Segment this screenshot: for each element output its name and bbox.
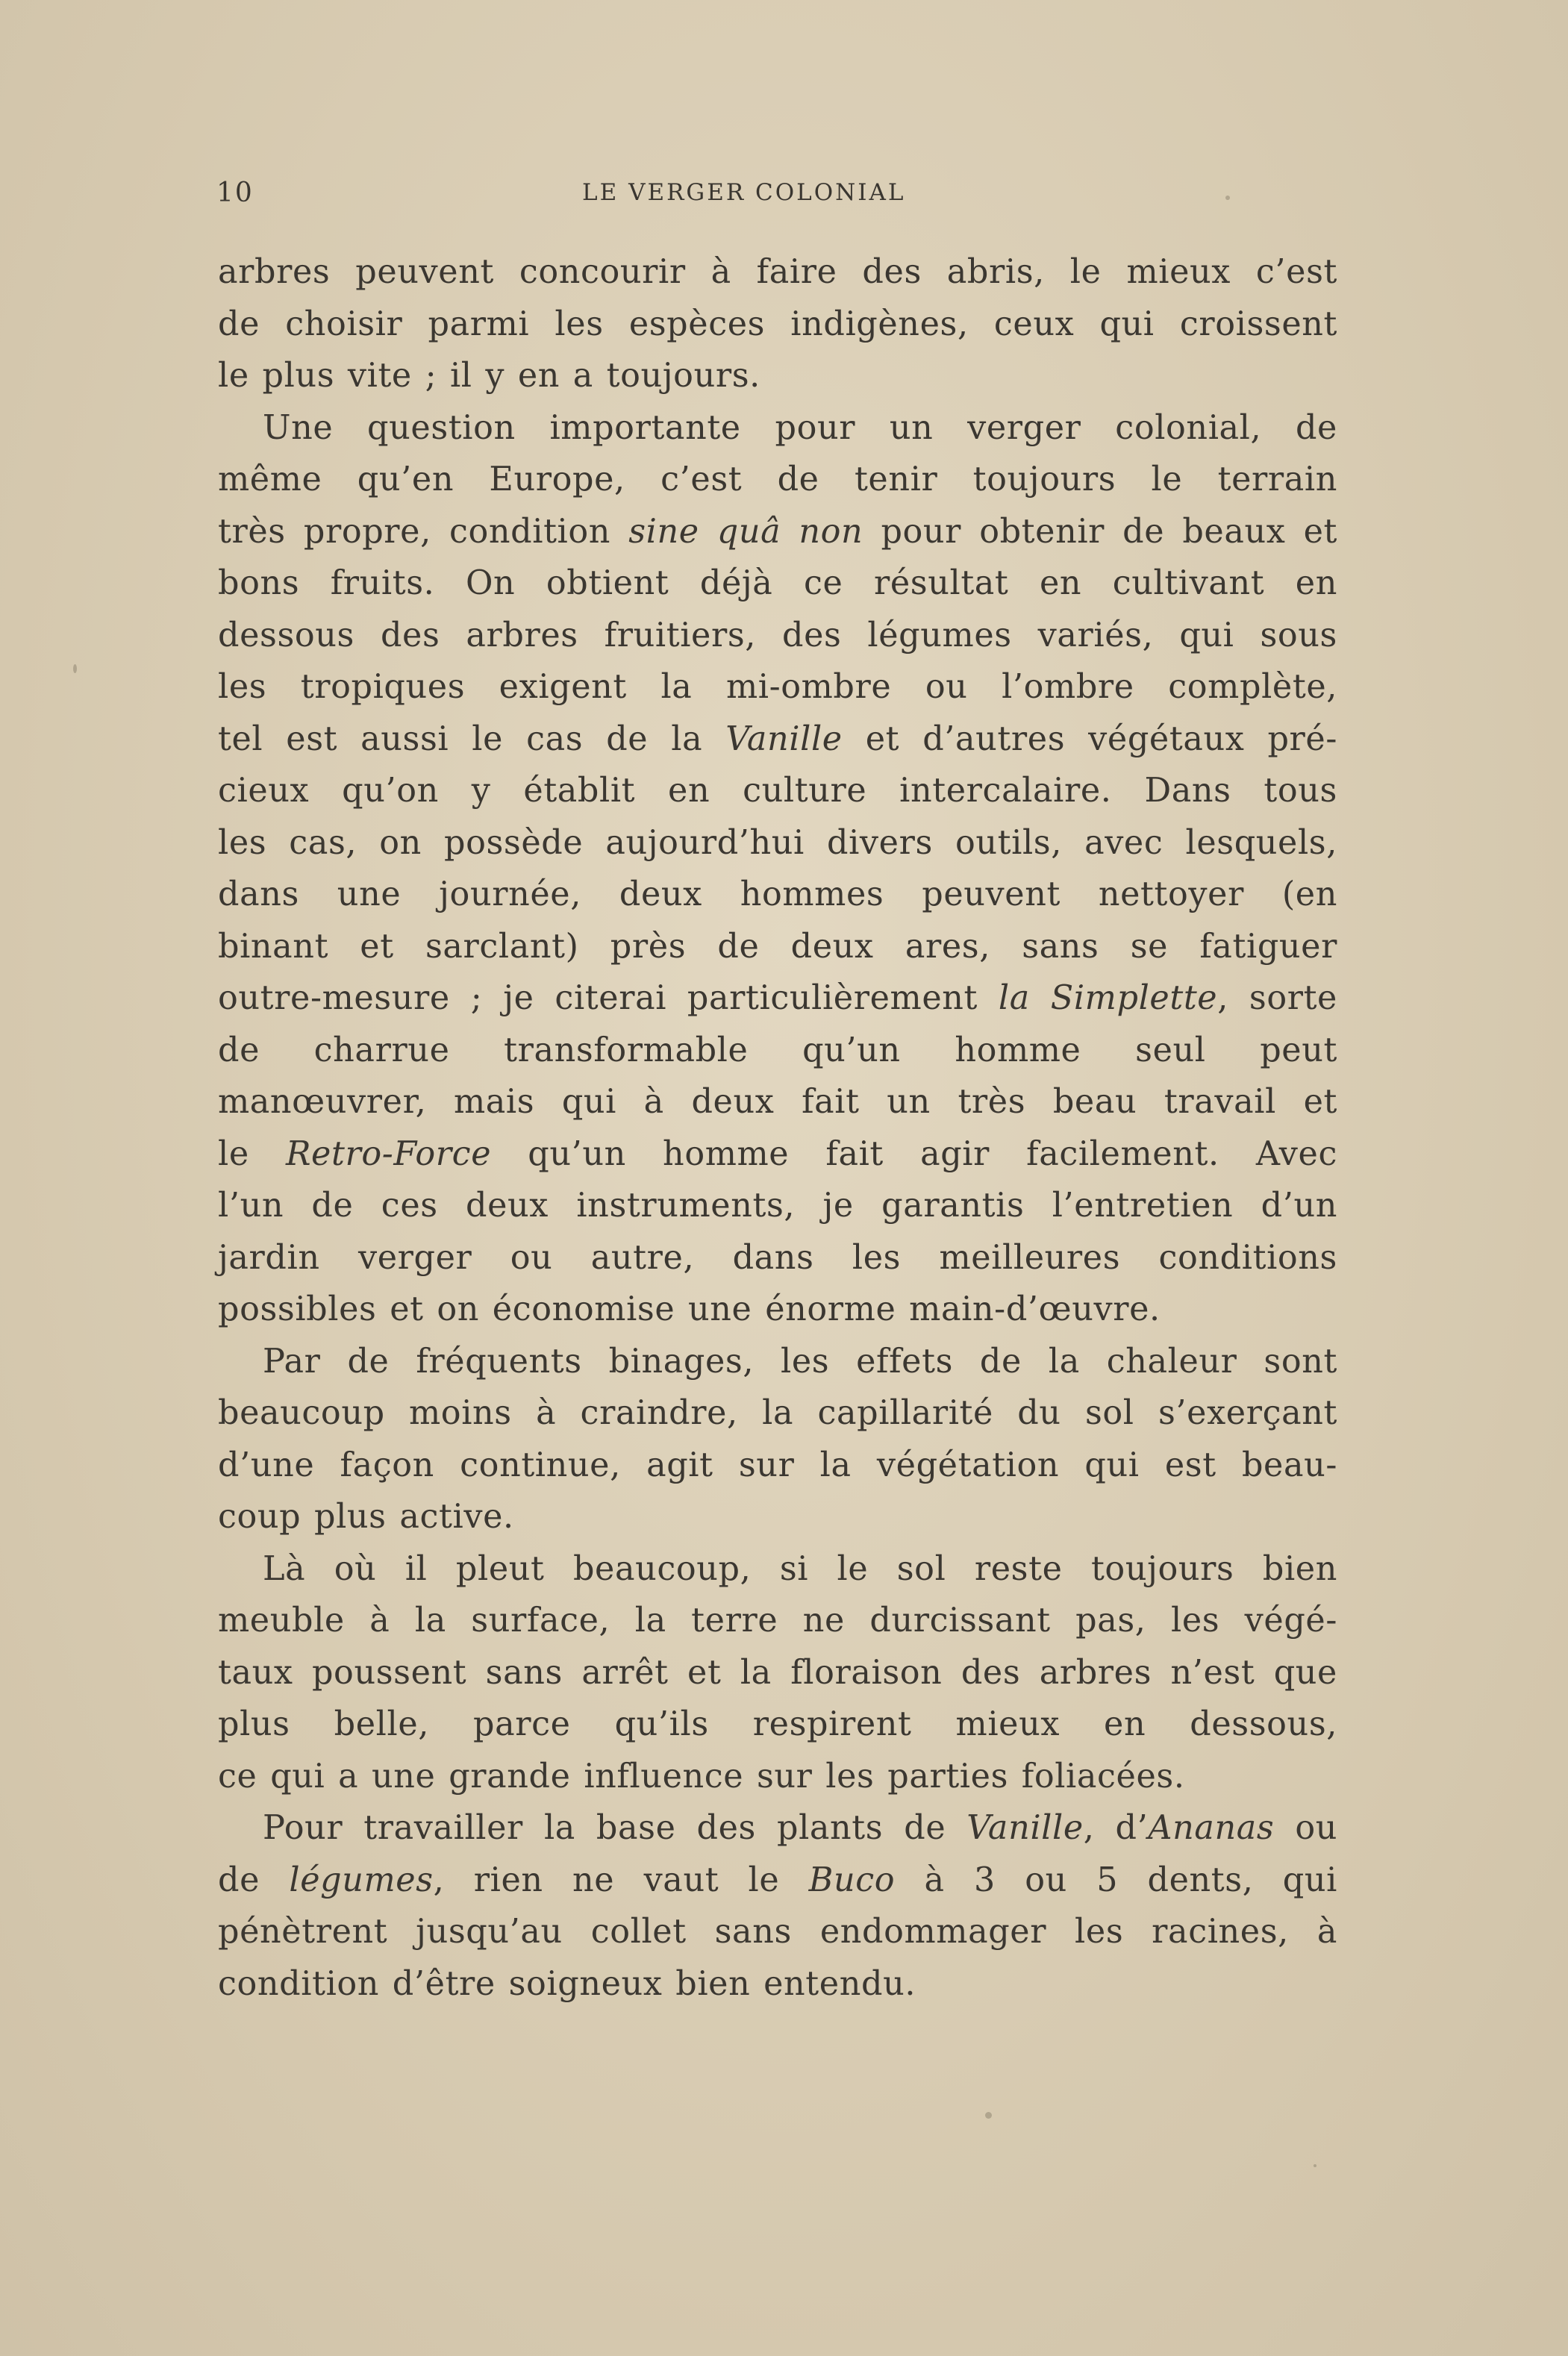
text-segment: très propre, condition xyxy=(218,512,629,551)
text-line: coup plus active. xyxy=(218,1498,514,1536)
text-line: manœuvrer, mais qui à deux fait un très beau travail et xyxy=(218,1083,1337,1121)
italic-term: Vanille xyxy=(725,719,843,758)
text-line: dans une journée, deux hommes peuvent nettoyer (en xyxy=(218,875,1337,913)
text-line: bons fruits. On obtient déjà ce résultat en cultivant en xyxy=(218,564,1337,602)
text-line: meuble à la surface, la terre ne durcissant pas, les végé- xyxy=(218,1602,1337,1640)
text-segment: , d’ xyxy=(1083,1809,1149,1847)
text-segment: outre-mesure ; je citerai particulièrement xyxy=(218,979,999,1017)
text-line: de choisir parmi les espèces indigènes, ceux qui croissent xyxy=(218,304,1337,343)
text-segment: pour obtenir de beaux et xyxy=(863,512,1337,551)
text-segment: de xyxy=(218,1860,290,1899)
text-line xyxy=(218,713,1337,766)
text-line: d’une façon continue, agit sur la végétation qui est beau- xyxy=(218,1446,1337,1484)
text-segment: tel est aussi le cas de la xyxy=(218,719,726,758)
text-segment: qu’un homme fait agir facilement. Avec xyxy=(491,1134,1338,1173)
text-line: même qu’en Europe, c’est de tenir toujours le terrain xyxy=(218,460,1337,499)
text-line xyxy=(218,1802,1337,1855)
text-line xyxy=(218,972,1337,1025)
text-segment: à 3 ou 5 dents, qui xyxy=(895,1860,1337,1899)
paper-speck xyxy=(985,2112,992,2119)
paper-speck xyxy=(73,664,77,673)
italic-term: Vanille xyxy=(966,1809,1084,1847)
text-line: arbres peuvent concourir à faire des abris, le mieux c’est xyxy=(218,253,1337,291)
italic-term: légumes xyxy=(289,1860,434,1899)
text-line: jardin verger ou autre, dans les meilleures conditions xyxy=(218,1238,1337,1277)
running-head xyxy=(216,178,1336,215)
text-line: les cas, on possède aujourd’hui divers outils, avec lesquels, xyxy=(218,823,1337,862)
italic-term: Retro-Force xyxy=(285,1134,492,1173)
text-line: beaucoup moins à craindre, la capillarité du sol s’exerçant xyxy=(218,1394,1337,1432)
text-line: de charrue transformable qu’un homme seul peut xyxy=(218,1031,1337,1069)
text-line: taux poussent sans arrêt et la floraison des arbres n’est que xyxy=(218,1653,1337,1692)
text-line: Une question importante pour un verger colonial, de xyxy=(263,408,1337,447)
text-line: Par de fréquents binages, les effets de la chaleur sont xyxy=(263,1342,1337,1381)
italic-term: Buco xyxy=(808,1860,896,1899)
text-segment: ou xyxy=(1274,1809,1337,1847)
text-line: Là où il pleut beaucoup, si le sol reste toujours bien xyxy=(263,1549,1337,1588)
text-segment: , sorte xyxy=(1217,979,1337,1017)
text-line xyxy=(218,1855,1337,1907)
text-line: les tropiques exigent la mi-ombre ou l’ombre complète, xyxy=(218,668,1337,706)
text-line xyxy=(218,506,1337,558)
italic-term: Ananas xyxy=(1148,1809,1275,1847)
paper-speck xyxy=(1314,2164,1316,2167)
text-line: possibles et on économise une énorme main-d’œuvre. xyxy=(218,1290,1161,1328)
text-segment: le xyxy=(218,1134,286,1173)
text-line: dessous des arbres fruitiers, des légumes variés, qui sous xyxy=(218,616,1337,654)
body-text xyxy=(218,246,1337,2010)
text-line: cieux qu’on y établit en culture intercalaire. Dans tous xyxy=(218,772,1337,810)
text-line: condition d’être soigneux bien entendu. xyxy=(218,1964,916,2003)
text-line: le plus vite ; il y en a toujours. xyxy=(218,357,760,395)
running-title: LE VERGER COLONIAL xyxy=(582,179,906,206)
page-number: 10 xyxy=(216,178,254,208)
text-line: binant et sarclant) près de deux ares, sans se fatiguer xyxy=(218,927,1337,966)
text-segment: , rien ne vaut le xyxy=(433,1860,809,1899)
text-line xyxy=(218,1128,1337,1181)
italic-term: sine quâ non xyxy=(628,512,863,551)
text-segment: et d’autres végétaux pré- xyxy=(842,719,1337,758)
text-line: plus belle, parce qu’ils respirent mieux en dessous, xyxy=(218,1705,1337,1743)
text-line: pénètrent jusqu’au collet sans endommager les racines, à xyxy=(218,1913,1337,1951)
italic-term: la Simplette xyxy=(998,979,1218,1017)
text-line: ce qui a une grande influence sur les parties foliacées. xyxy=(218,1757,1185,1796)
text-line: l’un de ces deux instruments, je garantis l’entretien d’un xyxy=(218,1187,1337,1225)
text-segment: Pour travailler la base des plants de xyxy=(263,1809,967,1847)
paper-speck xyxy=(1225,196,1230,200)
